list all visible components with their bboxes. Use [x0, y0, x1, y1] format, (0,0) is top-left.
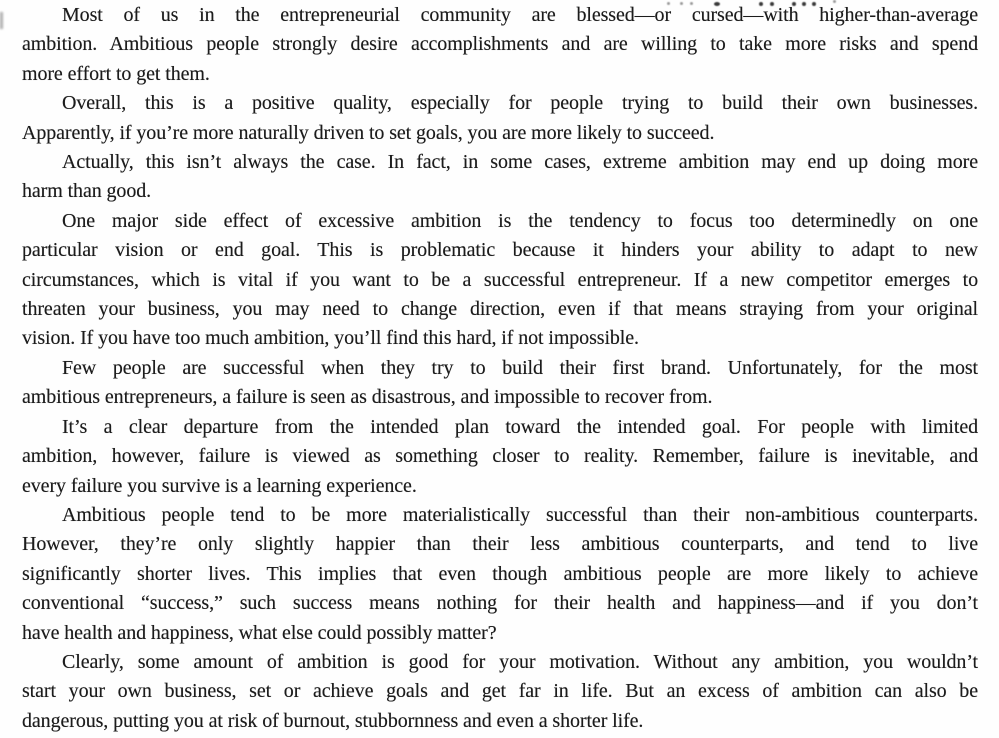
text-line: conventional “success,” such success means nothing for their health and happiness—and if you don’t: [22, 592, 978, 615]
text-line: It’s a clear departure from the intended plan toward the intended goal. For people with limited: [62, 415, 978, 438]
text-line: Ambitious people tend to be more materialistically successful than their non-ambitious counterparts.: [62, 503, 978, 526]
document-content: [22, 1, 978, 736]
text-line: start your own business, set or achieve goals and get far in life. But an excess of ambition can also be: [22, 680, 978, 703]
text-line: have health and happiness, what else could possibly matter?: [22, 621, 497, 644]
paragraph: [22, 413, 978, 501]
text-line: Most of us in the entrepreneurial community are blessed—or cursed—with higher-than-average: [62, 4, 978, 26]
text-line: Apparently, if you’re more naturally driven to set goals, you are more likely to succeed.: [22, 121, 715, 144]
text-line: ambition, however, failure is viewed as something closer to reality. Remember, failure is inevitable, and: [22, 445, 978, 468]
text-line: Overall, this is a positive quality, especially for people trying to build their own businesses.: [62, 92, 978, 115]
paragraph: [22, 1, 978, 89]
paragraph: [22, 207, 978, 354]
paragraph: [22, 354, 978, 413]
text-line: particular vision or end goal. This is problematic because it hinders your ability to adapt to new: [22, 239, 978, 262]
text-line: ambitious entrepreneurs, a failure is seen as disastrous, and impossible to recover from.: [22, 386, 713, 409]
text-line: ambition. Ambitious people strongly desire accomplishments and are willing to take more risks and spend: [22, 33, 978, 56]
text-line: vision. If you have too much ambition, you’ll find this hard, if not impossible.: [22, 327, 639, 350]
text-line: Actually, this isn’t always the case. In fact, in some cases, extreme ambition may end up doing more: [62, 151, 978, 174]
text-line: harm than good.: [22, 180, 152, 203]
text-line: more effort to get them.: [22, 62, 210, 85]
text-line: every failure you survive is a learning experience.: [22, 474, 417, 497]
text-line: threaten your business, you may need to change direction, even if that means straying from your original: [22, 298, 978, 321]
paragraph: [22, 89, 978, 148]
text-line: Clearly, some amount of ambition is good for your motivation. Without any ambition, you wouldn’t: [62, 650, 978, 673]
text-line: significantly shorter lives. This implies that even though ambitious people are more likely to achieve: [22, 562, 978, 585]
text-line: However, they’re only slightly happier than their less ambitious counterparts, and tend to live: [22, 533, 978, 556]
text-line: circumstances, which is vital if you want to be a successful entrepreneur. If a new competitor emerges to: [22, 268, 978, 291]
text-line: Few people are successful when they try to build their first brand. Unfortunately, for the most: [62, 356, 978, 379]
scan-smudge: [0, 12, 3, 29]
text-line: dangerous, putting you at risk of burnout, stubbornness and even a shorter life.: [22, 709, 644, 732]
text-line: One major side effect of excessive ambition is the tendency to focus too determinedly on one: [62, 209, 978, 232]
paragraph: [22, 148, 978, 207]
paragraph: [22, 501, 978, 648]
paragraph: [22, 648, 978, 736]
